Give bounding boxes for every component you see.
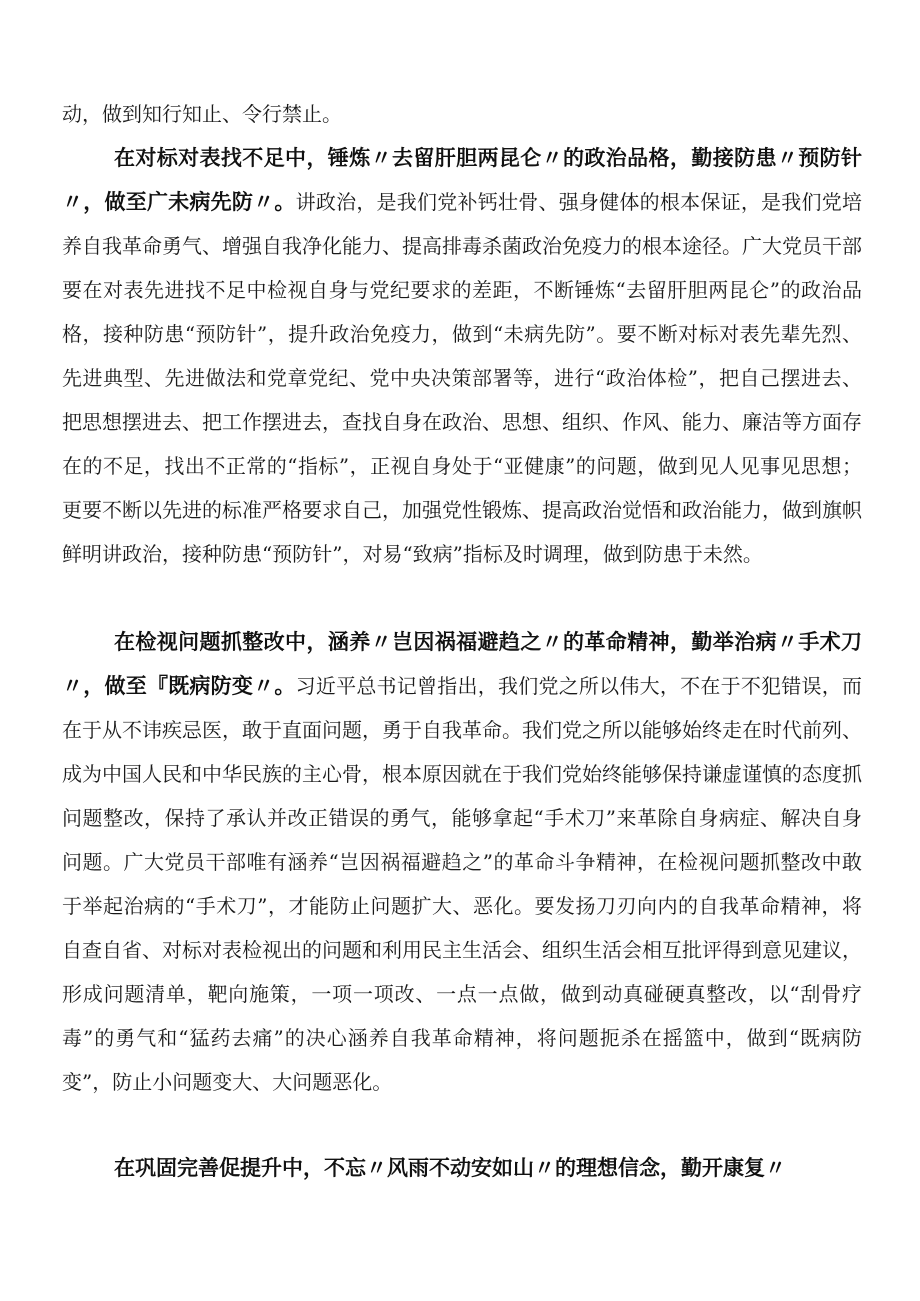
paragraph-body: 习近平总书记曾指出，我们党之所以伟大，不在于不犯错误，而在于从不讳疾忌医，敢于直面问题，勇于自我革命。我们党之所以能够始终走在时代前列、成为中国人民和中华民族的主心骨，根本原因就在于我们党始终能够保持谦虚谨慎的态度抓问题整改，保持了承认并改正错误的勇气，能够拿起“手术刀”来革除自身病症、解决自身问题。广大党员干部唯有涵养“岂因祸福避趋之”的革命斗争精神，在检视问题抓整改中敢于举起治病的“手术刀”，才能防止问题扩大、恶化。要发扬刀刃向内的自我革命精神，将自查自省、对标对表检视出的问题和利用民主生活会、组织生活会相互批评得到意见建议，形成问题清单，靶向施策，一项一项改、一点一点做，做到动真碰硬真整改，以“刮骨疗毒”的勇气和“猛药去痛”的决心涵养自我革命精神，将问题扼杀在摇篮中，做到“既病防变”，防止小问题变大、大问题恶化。 (62, 674, 863, 1094)
paragraph-revolutionary-spirit (62, 620, 862, 1104)
paragraph-heading: 在巩固完善促提升中，不忘〃风雨不动安如山〃的理想信念，勤开康复〃 (114, 1156, 786, 1180)
paragraph-body: 讲政治，是我们党补钙壮骨、强身健体的根本保证，是我们党培养自我革命勇气、增强自我净化能力、提高排毒杀菌政治免疫力的根本途径。广大党员干部要在对表先进找不足中检视自身与党纪要求的差距，不断锤炼“去留肝胆两昆仑”的政治品格，接种防患“预防针”，提升政治免疫力，做到“未病先防”。要不断对标对表先辈先烈、先进典型、先进做法和党章党纪、党中央决策部署等，进行“政治体检”，把自己摆进去、把思想摆进去、把工作摆进去，查找自身在政治、思想、组织、作风、能力、廉洁等方面存在的不足，找出不正常的“指标”，正视自身处于“亚健康”的问题，做到见人见事见思想；更要不断以先进的标准严格要求自己，加强党性锻炼、提高政治觉悟和政治能力，做到旗帜鲜明讲政治，接种防患“预防针”，对易“致病”指标及时调理，做到防患于未然。 (62, 190, 863, 566)
paragraph-heading: 在对标对表找不足中，锤炼〃去留肝胆两昆仑〃的政治品格，勤接防患〃预防针〃，做至广未病先防〃。 (62, 146, 862, 214)
paragraph-political-character (62, 136, 862, 576)
paragraph-body: 动，做到知行知止、令行禁止。 (62, 102, 342, 126)
paragraph-continuation (62, 92, 862, 136)
paragraph-ideals-beliefs (62, 1146, 862, 1190)
paragraph-heading: 在检视问题抓整改中，涵养〃岂因祸福避趋之〃的革命精神，勤举治病〃手术刀〃，做至『既病防变〃。 (62, 630, 862, 698)
